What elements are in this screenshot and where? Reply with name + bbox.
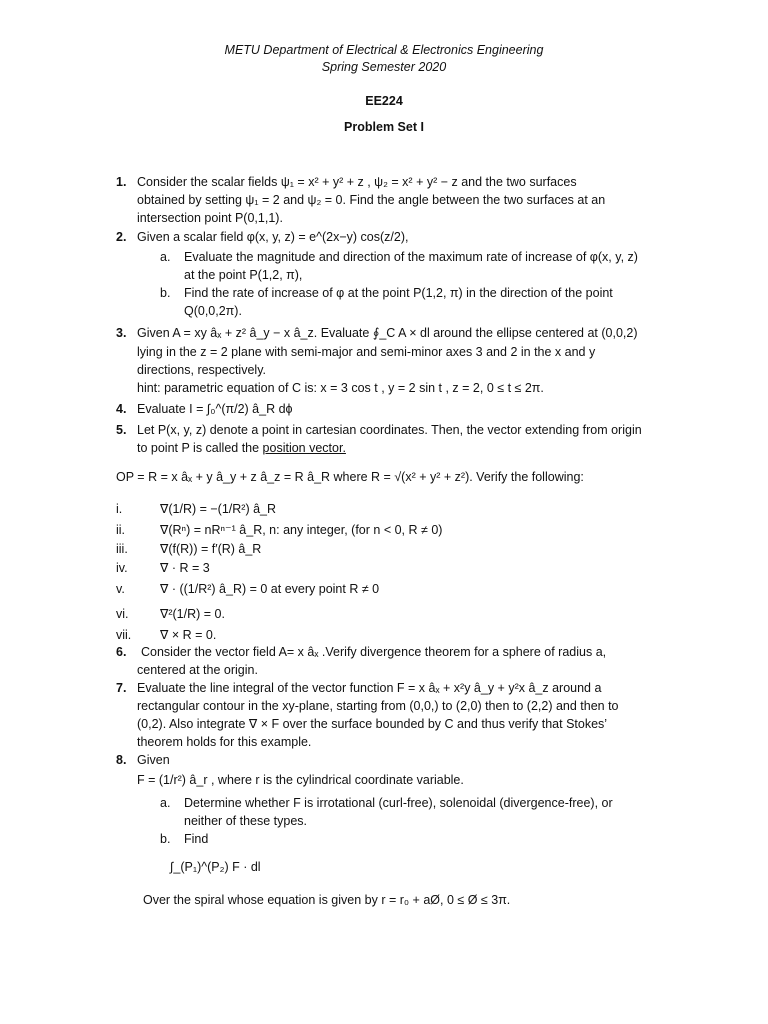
text-line: Evaluate the magnitude and direction of the maximum rate of increase of φ(x, y, z) bbox=[184, 250, 638, 264]
text-line: intersection point P(0,1,1). bbox=[137, 211, 283, 225]
text-line: b. bbox=[160, 832, 171, 846]
text-line: Given a scalar field φ(x, y, z) = e^(2x−y) cos(z/2), bbox=[137, 230, 409, 244]
course-code: EE224 bbox=[365, 94, 403, 108]
position-vector-term: position vector. bbox=[262, 441, 346, 455]
text-line: ∇ · R = 3 bbox=[160, 561, 210, 575]
text-line: at the point P(1,2, π), bbox=[184, 268, 303, 282]
text-line: iii. bbox=[116, 542, 128, 556]
text-line: ∇(f(R)) = f′(R) â_R bbox=[160, 542, 262, 556]
text-line: Given A = xy âₓ + z² â_y − x â_z. Evaluate ∮_C A × dl around the ellipse centered at (0,0,2) bbox=[137, 326, 638, 340]
text-line: a. bbox=[160, 250, 171, 264]
problem-number: 1. bbox=[116, 175, 127, 189]
text-line: ∇ · ((1/R²) â_R) = 0 at every point R ≠ 0 bbox=[160, 582, 380, 596]
text-line: Determine whether F is irrotational (curl-free), solenoidal (divergence-free), or bbox=[184, 796, 613, 810]
text-line: i. bbox=[116, 502, 123, 516]
text-line: OP = R = x âₓ + y â_y + z â_z = R â_R where R = √(x² + y² + z²). Verify the following: bbox=[116, 470, 584, 484]
text-line: Evaluate the line integral of the vector function F = x âₓ + x²y â_y + y²x â_z around a bbox=[137, 681, 602, 695]
text-line: vi. bbox=[116, 607, 129, 621]
text-line: vii. bbox=[116, 628, 132, 642]
problem-number: 8. bbox=[116, 753, 127, 767]
text-line: ∇(1/R) = −(1/R²) â_R bbox=[160, 502, 277, 516]
text-line: F = (1/r²) â_r , where r is the cylindrical coordinate variable. bbox=[137, 773, 464, 787]
department-header: METU Department of Electrical & Electronics Engineering bbox=[224, 43, 544, 57]
text-line: Evaluate I = ∫₀^(π/2) â_R dϕ bbox=[137, 402, 293, 416]
problem-number: 7. bbox=[116, 681, 127, 695]
text-line: ∫_(P₁)^(P₂) F · dl bbox=[170, 860, 261, 874]
text-line: ii. bbox=[116, 523, 126, 537]
problem-number: 6. bbox=[116, 645, 127, 659]
problem-number: 2. bbox=[116, 230, 127, 244]
text-line: directions, respectively. bbox=[137, 363, 266, 377]
text-line: lying in the z = 2 plane with semi-major and semi-minor axes 3 and 2 in the x and y bbox=[137, 345, 596, 359]
text-line: v. bbox=[116, 582, 125, 596]
text-line: ∇ × R = 0. bbox=[160, 628, 217, 642]
text-line: iv. bbox=[116, 561, 128, 575]
text-line: Given bbox=[137, 753, 170, 767]
text-line: Find bbox=[184, 832, 209, 846]
text-line: rectangular contour in the xy-plane, starting from (0,0,) to (2,0) then to (2,2) and then to bbox=[137, 699, 619, 713]
text-line: Find the rate of increase of φ at the point P(1,2, π) in the direction of the point bbox=[184, 286, 613, 300]
semester-header: Spring Semester 2020 bbox=[321, 60, 447, 74]
text-line: neither of these types. bbox=[184, 814, 307, 828]
text-line: theorem holds for this example. bbox=[137, 735, 312, 749]
text-line: centered at the origin. bbox=[137, 663, 258, 677]
text-line: (0,2). Also integrate ∇ × F over the surface bounded by C and thus verify that Stokes’ bbox=[137, 717, 608, 731]
problem-number: 4. bbox=[116, 402, 127, 416]
text-line: Consider the scalar fields ψ₁ = x² + y² + z , ψ₂ = x² + y² − z and the two surfaces bbox=[137, 175, 577, 189]
text-line: b. bbox=[160, 286, 171, 300]
text-line: obtained by setting ψ₁ = 2 and ψ₂ = 0. Find the angle between the two surfaces at an bbox=[137, 193, 606, 207]
text-line: ∇²(1/R) = 0. bbox=[160, 607, 225, 621]
text-line: hint: parametric equation of C is: x = 3 cos t , y = 2 sin t , z = 2, 0 ≤ t ≤ 2π. bbox=[137, 381, 544, 395]
problem-number: 3. bbox=[116, 326, 127, 340]
text-line: Q(0,0,2π). bbox=[184, 304, 242, 318]
text-line: Consider the vector field A= x âₓ .Verify divergence theorem for a sphere of radius a, bbox=[141, 645, 607, 659]
text-line: a. bbox=[160, 796, 171, 810]
text-line: to point P is called the position vector. bbox=[137, 441, 346, 455]
problem-number: 5. bbox=[116, 423, 127, 437]
text-line: Over the spiral whose equation is given by r = r₀ + aØ, 0 ≤ Ø ≤ 3π. bbox=[143, 893, 511, 907]
page-title: Problem Set I bbox=[344, 120, 424, 134]
text-line: Let P(x, y, z) denote a point in cartesian coordinates. Then, the vector extending from origin bbox=[137, 423, 642, 437]
text-line: ∇(Rⁿ) = nRⁿ⁻¹ â_R, n: any integer, (for n < 0, R ≠ 0) bbox=[160, 523, 443, 537]
